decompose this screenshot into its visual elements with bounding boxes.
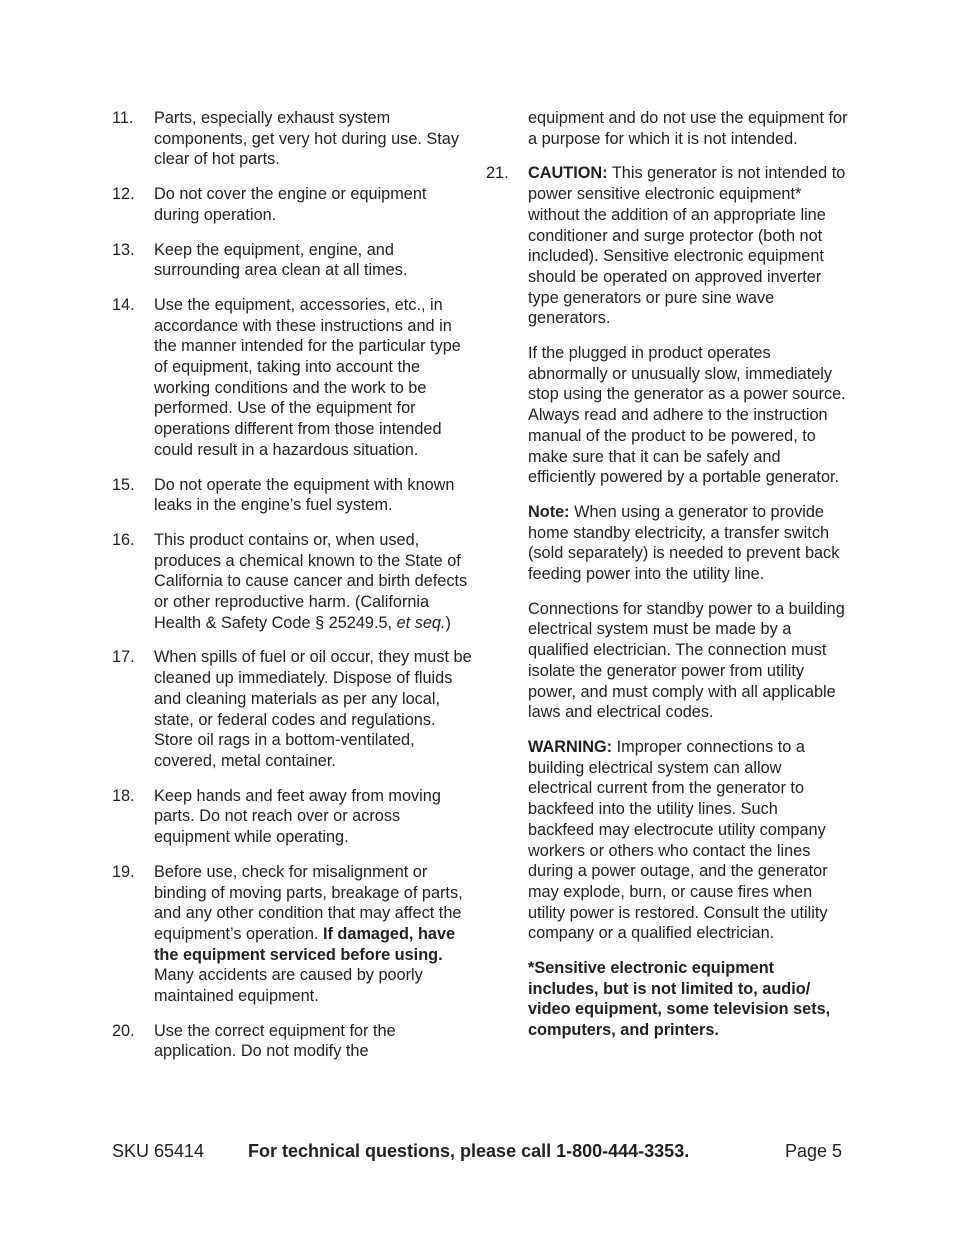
item-number: 11. (112, 109, 134, 127)
page-footer (112, 1140, 842, 1164)
safety-item-19 (112, 862, 472, 1007)
item-number: 13. (112, 240, 135, 259)
item-text: This product contains or, when used, produces a chemical known to the State of California to cause cancer and birth defects or other reproductive harm. (California Health & Safety Code § 25249.5, (154, 530, 468, 632)
item-text: This generator is not intended to power sensitive electronic equipment* without the addition of an appropriate line conditioner and surge protector (both not included). Sensitive electronic equipment should be operated on approved inverter type generators or pure sine wave generators. (528, 164, 846, 328)
safety-item-21 (486, 163, 848, 329)
item-text: Parts, especially exhaust system components, get very hot during use. Stay clear of hot parts. (154, 109, 459, 169)
note-paragraph (528, 502, 848, 585)
connections-paragraph: Connections for standby power to a building electrical system must be made by a qualified electrician. The connection must isolate the generator power from utility power, and must comply with all applicable laws and electrical codes. (528, 599, 845, 722)
item-text-after: Many accidents are caused by poorly maintained equipment. (154, 966, 423, 1006)
safety-item-12 (112, 184, 472, 225)
item-number: 16. (112, 530, 135, 549)
item-bold-text: If damaged, have the equipment serviced before using. (154, 924, 456, 964)
footnote-text: *Sensitive electronic equipment includes, but is not limited to, audio/ video equipment, some television sets, computers, and printers. (528, 959, 831, 1040)
warning-text: Improper connections to a building electrical system can allow electrical current from the generator to backfeed into the utility lines. Such backfeed may electrocute utility company workers or others who contact the lines during a power outage, and the generator may explode, burn, or cause fires when utility power is restored. Consult the utility company or a qualified electrician. (528, 737, 828, 943)
item-number: 20. (112, 1021, 135, 1040)
item-italic-text: et seq. (396, 613, 446, 632)
item-number: 18. (112, 786, 135, 805)
item-text: Do not operate the equipment with known leaks in the engine’s fuel system. (154, 475, 455, 515)
item-number: 14. (112, 295, 135, 314)
item-number: 15. (112, 475, 135, 494)
item-text: Before use, check for misalignment or binding of moving parts, breakage of parts, and any other condition that may affect the equipment’s operation. (154, 862, 463, 943)
safety-item-16 (112, 530, 472, 634)
safety-item-15 (112, 475, 472, 516)
item-text: Keep hands and feet away from moving parts. Do not reach over or across equipment while operating. (154, 786, 441, 847)
safety-item-14 (112, 295, 472, 461)
item-number: 12. (112, 185, 135, 204)
caution-label: CAUTION: (528, 164, 608, 183)
plugged-product-paragraph: If the plugged in product operates abnormally or unusually slow, immediately stop using the generator as a power source. Always read and adhere to the instruction manual of the product to be powered, to make sure that it can be safely and efficiently powered by a portable generator. (528, 344, 846, 487)
warning-label: WARNING: (528, 737, 613, 756)
right-column (486, 108, 848, 1055)
item-text: Keep the equipment, engine, and surrounding area clean at all times. (154, 240, 408, 280)
item-text: Use the correct equipment for the application. Do not modify the (154, 1021, 396, 1061)
note-text: When using a generator to provide home standby electricity, a transfer switch (sold separately) is needed to prevent back feeding power into the utility line. (528, 502, 840, 584)
item-20-continuation: equipment and do not use the equipment for a purpose for which it is not intended. (528, 109, 848, 148)
item-number: 17. (112, 648, 135, 667)
item-text-close: ) (445, 613, 451, 632)
item-text: Use the equipment, accessories, etc., in accordance with these instructions and in the manner intended for the particular type of equipment, taking into account the working conditions and the work to be performed. Use of the equipment for operations different from those intended could result in a hazardous situation. (154, 295, 461, 459)
safety-item-17 (112, 647, 472, 771)
left-column (112, 108, 472, 1076)
item-text: When spills of fuel or oil occur, they must be cleaned up immediately. Dispose of fluids and cleaning materials as per any local, state, or federal codes and regulations. Store oil rags in a bottom-ventilated, covered, metal container. (154, 648, 472, 770)
safety-item-20 (112, 1021, 472, 1062)
safety-item-11 (112, 108, 472, 170)
safety-item-18 (112, 786, 472, 848)
item-number: 19. (112, 862, 135, 881)
warning-paragraph (528, 737, 848, 944)
item-number: 21. (486, 164, 509, 183)
safety-item-13 (112, 240, 472, 281)
item-text: Do not cover the engine or equipment during operation. (154, 185, 427, 224)
technical-support-phone: For technical questions, please call 1-800-444-3353. (248, 1141, 690, 1161)
sku-number: SKU 65414 (112, 1141, 205, 1161)
footnote-paragraph (528, 958, 848, 1041)
page-number: Page 5 (784, 1141, 842, 1161)
note-label: Note: (528, 502, 570, 521)
